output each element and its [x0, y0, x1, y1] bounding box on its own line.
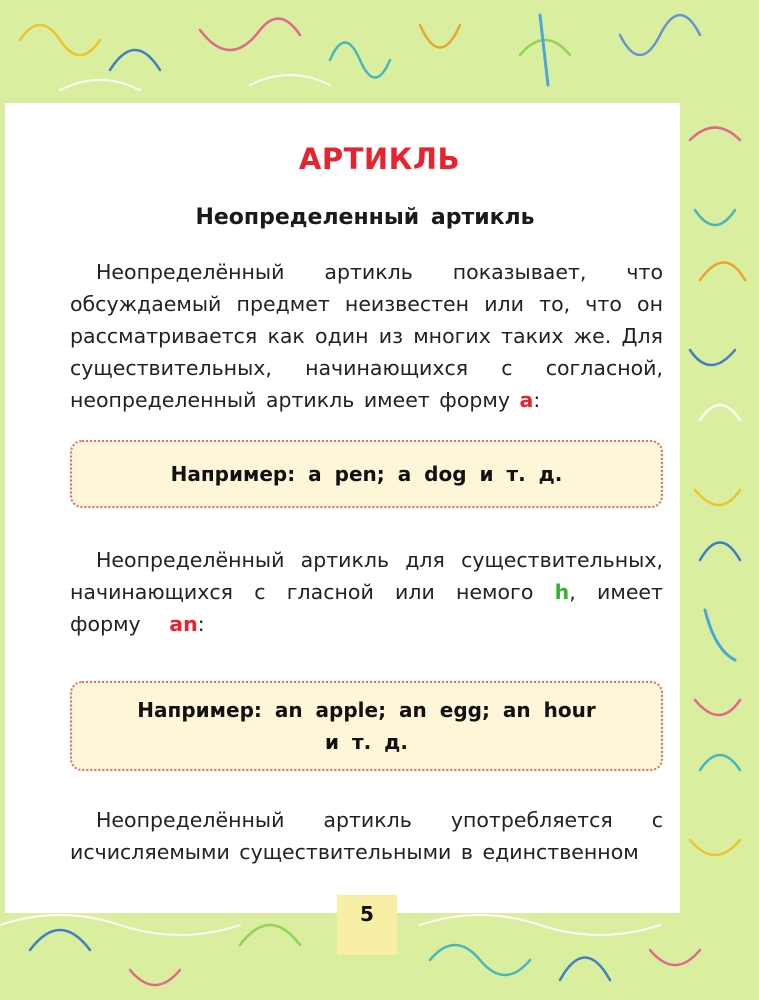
paragraph-1	[70, 256, 663, 416]
example-2-line-2: и т. д.	[325, 730, 408, 754]
paragraph-2-text: Неопределённый артикль для существительных, начинающихся с гласной или немого	[70, 548, 663, 604]
example-box-2	[70, 681, 663, 771]
example-1-text: Например: a pen; a dog и т. д.	[170, 462, 563, 486]
article-an-highlight: an	[169, 612, 198, 636]
page-number: 5	[337, 895, 397, 955]
article-a-highlight: a	[519, 388, 534, 412]
paragraph-3: Неопределённый артикль употребляется с исчисляемыми существительными в единственном	[70, 808, 663, 864]
paragraph-2	[70, 544, 663, 640]
paragraph-2-end: :	[197, 612, 205, 636]
page-title: АРТИКЛЬ	[298, 142, 461, 176]
paragraph-1-end: :	[533, 388, 541, 412]
example-2-line-1: Например: an apple; an egg; an hour	[137, 698, 596, 722]
letter-h-highlight: h	[554, 580, 570, 604]
paragraph-1-text: Неопределённый артикль показывает, что обсуждаемый предмет неизвестен или то, что он рассматривается как один из многих таких же. Для существительных, начинающихся с согласной, неопределенный артикль имеет форму	[70, 260, 663, 412]
paragraph-2-middle: , имеет форму	[70, 580, 663, 636]
example-box-1	[70, 440, 663, 508]
section-heading: Неопределенный артикль	[195, 205, 535, 230]
